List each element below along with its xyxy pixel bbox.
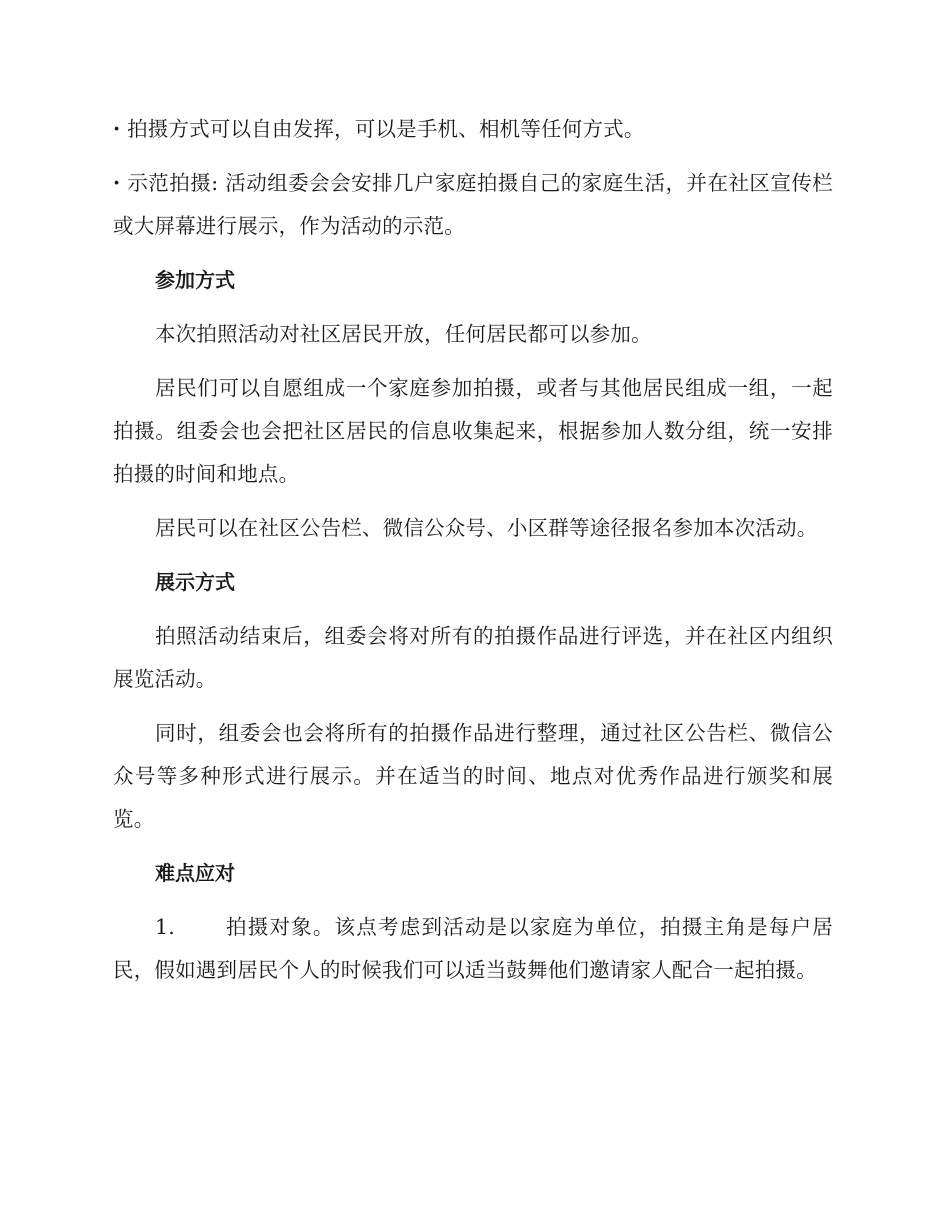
paragraph-text: 示范拍摄: 活动组委会会安排几户家庭拍摄自己的家庭生活，并在社区宣传栏或大屏幕进行展示，作为活动的示范。 <box>113 171 833 238</box>
paragraph-text: 拍摄方式可以自由发挥，可以是手机、相机等任何方式。 <box>127 117 645 141</box>
section-heading-difficulties: 难点应对 <box>155 861 235 885</box>
bullet-marker: · <box>113 171 121 195</box>
list-number: 1. <box>155 915 175 939</box>
body-paragraph: 居民可以在社区公告栏、微信公众号、小区群等途径报名参加本次活动。 <box>155 516 818 540</box>
body-paragraph: 居民们可以自愿组成一个家庭参加拍摄，或者与其他居民组成一组，一起拍摄。组委会也会把社区居民的信息收集起来，根据参加人数分组，统一安排拍摄的时间和地点。 <box>113 376 833 486</box>
bullet-paragraph-demo-shooting <box>113 162 833 248</box>
document-content <box>113 108 833 1003</box>
section-heading-participation: 参加方式 <box>155 268 235 292</box>
bullet-paragraph-shooting-method <box>113 108 833 151</box>
body-paragraph: 拍照活动结束后，组委会将对所有的拍摄作品进行评选，并在社区内组织展览活动。 <box>113 624 833 691</box>
bullet-marker: · <box>113 117 121 141</box>
section-heading-display: 展示方式 <box>155 570 235 594</box>
body-paragraph: 同时，组委会也会将所有的拍摄作品进行整理，通过社区公告栏、微信公众号等多种形式进行展示。并在适当的时间、地点对优秀作品进行颁奖和展览。 <box>113 721 833 831</box>
numbered-paragraph <box>113 906 833 992</box>
paragraph-text: 拍摄对象。该点考虑到活动是以家庭为单位，拍摄主角是每户居民，假如遇到居民个人的时候我们可以适当鼓舞他们邀请家人配合一起拍摄。 <box>113 915 833 982</box>
body-paragraph: 本次拍照活动对社区居民开放，任何居民都可以参加。 <box>155 322 652 346</box>
